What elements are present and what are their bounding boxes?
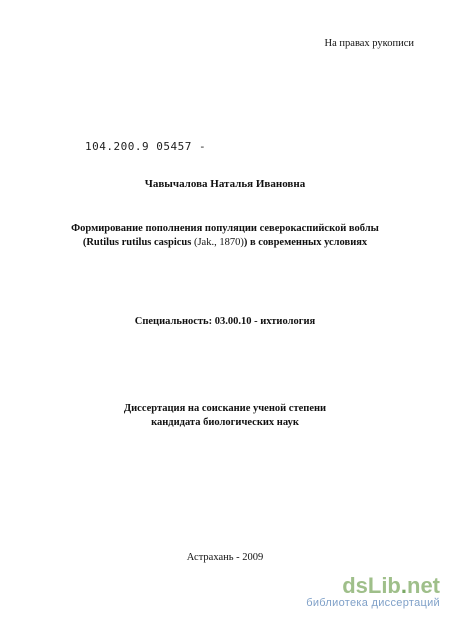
city-year: Астрахань - 2009 (186, 552, 264, 563)
dslib-watermark (306, 575, 440, 609)
watermark-subtitle: библиотека диссертаций (306, 597, 440, 609)
degree-line-1: Диссертация на соискание ученой степени (123, 403, 327, 414)
dissertation-title (0, 222, 450, 250)
specialty: Специальность: 03.00.10 - ихтиология (134, 316, 316, 327)
watermark-logo-dot: . (400, 573, 407, 598)
watermark-logo-main: dsLib (342, 573, 401, 598)
title-line-1: Формирование пополнения популяции северокаспийской воблы (71, 223, 379, 234)
title-line-2-rest: ) в современных условиях (243, 237, 368, 248)
species-authority: (Jak., 1870) (191, 237, 244, 248)
watermark-logo-tld: net (407, 573, 440, 598)
registration-stamp: 104.200.9 05457 - (85, 140, 207, 153)
degree-statement (0, 402, 450, 430)
title-line-2 (0, 236, 450, 250)
title-paren-open: ( (82, 237, 87, 248)
author-name: Чавычалова Наталья Ивановна (144, 178, 306, 190)
latin-species-name: Rutilus rutilus caspicus (86, 237, 192, 248)
degree-line-2: кандидата биологических наук (151, 417, 299, 428)
rights-note: На правах рукописи (324, 38, 414, 49)
watermark-logo (306, 575, 440, 597)
